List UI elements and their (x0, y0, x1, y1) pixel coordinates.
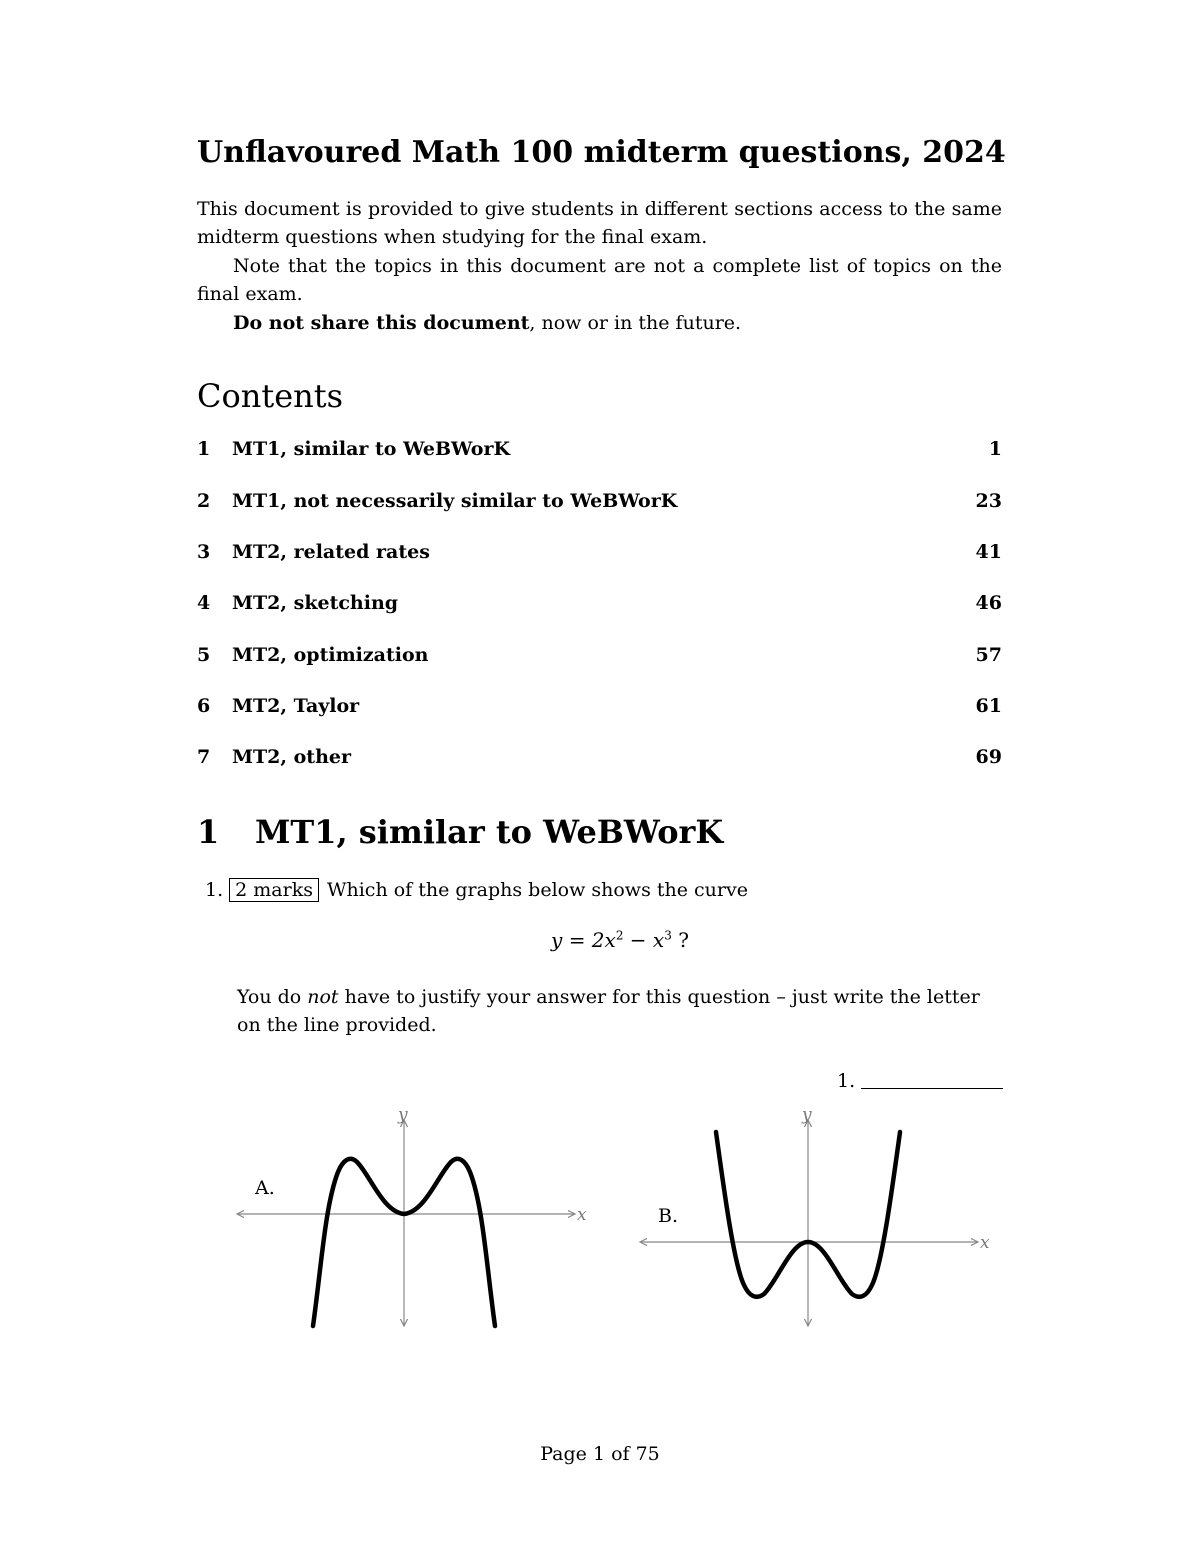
toc-entry[interactable] (197, 695, 1002, 723)
question-prompt: Which of the graphs below shows the curve (326, 879, 748, 901)
contents-heading: Contents (197, 377, 344, 415)
intro-paragraph: This document is provided to give students in different sections access to the same midterm questions when studying for the final exam. (197, 198, 1002, 248)
toc-label: MT2, Taylor (232, 695, 360, 717)
toc-number: 5 (197, 644, 211, 666)
toc-page: 41 (975, 541, 1002, 563)
toc-label: MT1, similar to WeBWorK (232, 438, 510, 460)
toc-number: 3 (197, 541, 211, 563)
answer-label: 1. (837, 1070, 856, 1092)
question-number: 1. (205, 879, 224, 901)
toc-entry[interactable] (197, 644, 1002, 672)
note-emphasis: not (307, 986, 339, 1008)
toc-page: 61 (975, 695, 1002, 717)
toc-number: 1 (197, 438, 211, 460)
toc-number: 7 (197, 746, 211, 768)
equation-exponent-2: 3 (664, 928, 672, 943)
toc-page: 23 (975, 490, 1002, 512)
toc-page: 46 (975, 592, 1002, 614)
page-number: Page 1 of 75 (540, 1443, 660, 1465)
toc-entry[interactable] (197, 746, 1002, 774)
toc-label: MT2, other (232, 746, 351, 768)
equation (0, 928, 1200, 952)
toc-entry[interactable] (197, 438, 1002, 466)
toc-label: MT2, related rates (232, 541, 430, 563)
toc-page: 69 (975, 746, 1002, 768)
toc-entry[interactable] (197, 592, 1002, 620)
section-title: MT1, similar to WeBWorK (255, 813, 724, 851)
section-heading (197, 813, 723, 851)
warning-rest: , now or in the future. (529, 312, 742, 334)
equation-exponent-1: 2 (615, 928, 624, 943)
toc-label: MT2, optimization (232, 644, 429, 666)
toc-page: 1 (988, 438, 1002, 460)
toc-number: 6 (197, 695, 211, 717)
graph-a-label: A. (255, 1177, 275, 1199)
toc-number: 4 (197, 592, 211, 614)
toc-entry[interactable] (197, 541, 1002, 569)
section-number: 1 (197, 813, 220, 851)
toc-label: MT2, sketching (232, 592, 399, 614)
toc-number: 2 (197, 490, 211, 512)
warning-bold: Do not share this document (233, 312, 530, 334)
document-title: Unflavoured Math 100 midterm questions, 2024 (197, 135, 1006, 170)
graph-a (225, 1100, 605, 1340)
warning-paragraph (197, 309, 1002, 337)
graph-b-label: B. (658, 1205, 679, 1227)
y-axis-label: y (802, 1105, 812, 1125)
equation-lhs: y = 2x (551, 928, 616, 952)
instruction-note (237, 983, 1002, 1039)
x-axis-label: x (577, 1205, 587, 1225)
toc-entry[interactable] (197, 490, 1002, 518)
x-axis-label: x (980, 1233, 990, 1253)
equation-tail: ? (671, 928, 689, 952)
question-line (205, 878, 748, 902)
note-post: have to justify your answer for this question – just write the letter on the line provided. (237, 986, 980, 1036)
graph-b (628, 1100, 1008, 1340)
answer-line[interactable] (861, 1088, 1003, 1089)
toc-page: 57 (975, 644, 1002, 666)
toc-label: MT1, not necessarily similar to WeBWorK (232, 490, 678, 512)
equation-mid: − x (623, 928, 665, 952)
note-paragraph: Note that the topics in this document are not a complete list of topics on the final exam. (197, 255, 1002, 305)
marks-badge: 2 marks (229, 878, 319, 902)
note-pre: You do (237, 986, 308, 1008)
y-axis-label: y (398, 1105, 408, 1125)
